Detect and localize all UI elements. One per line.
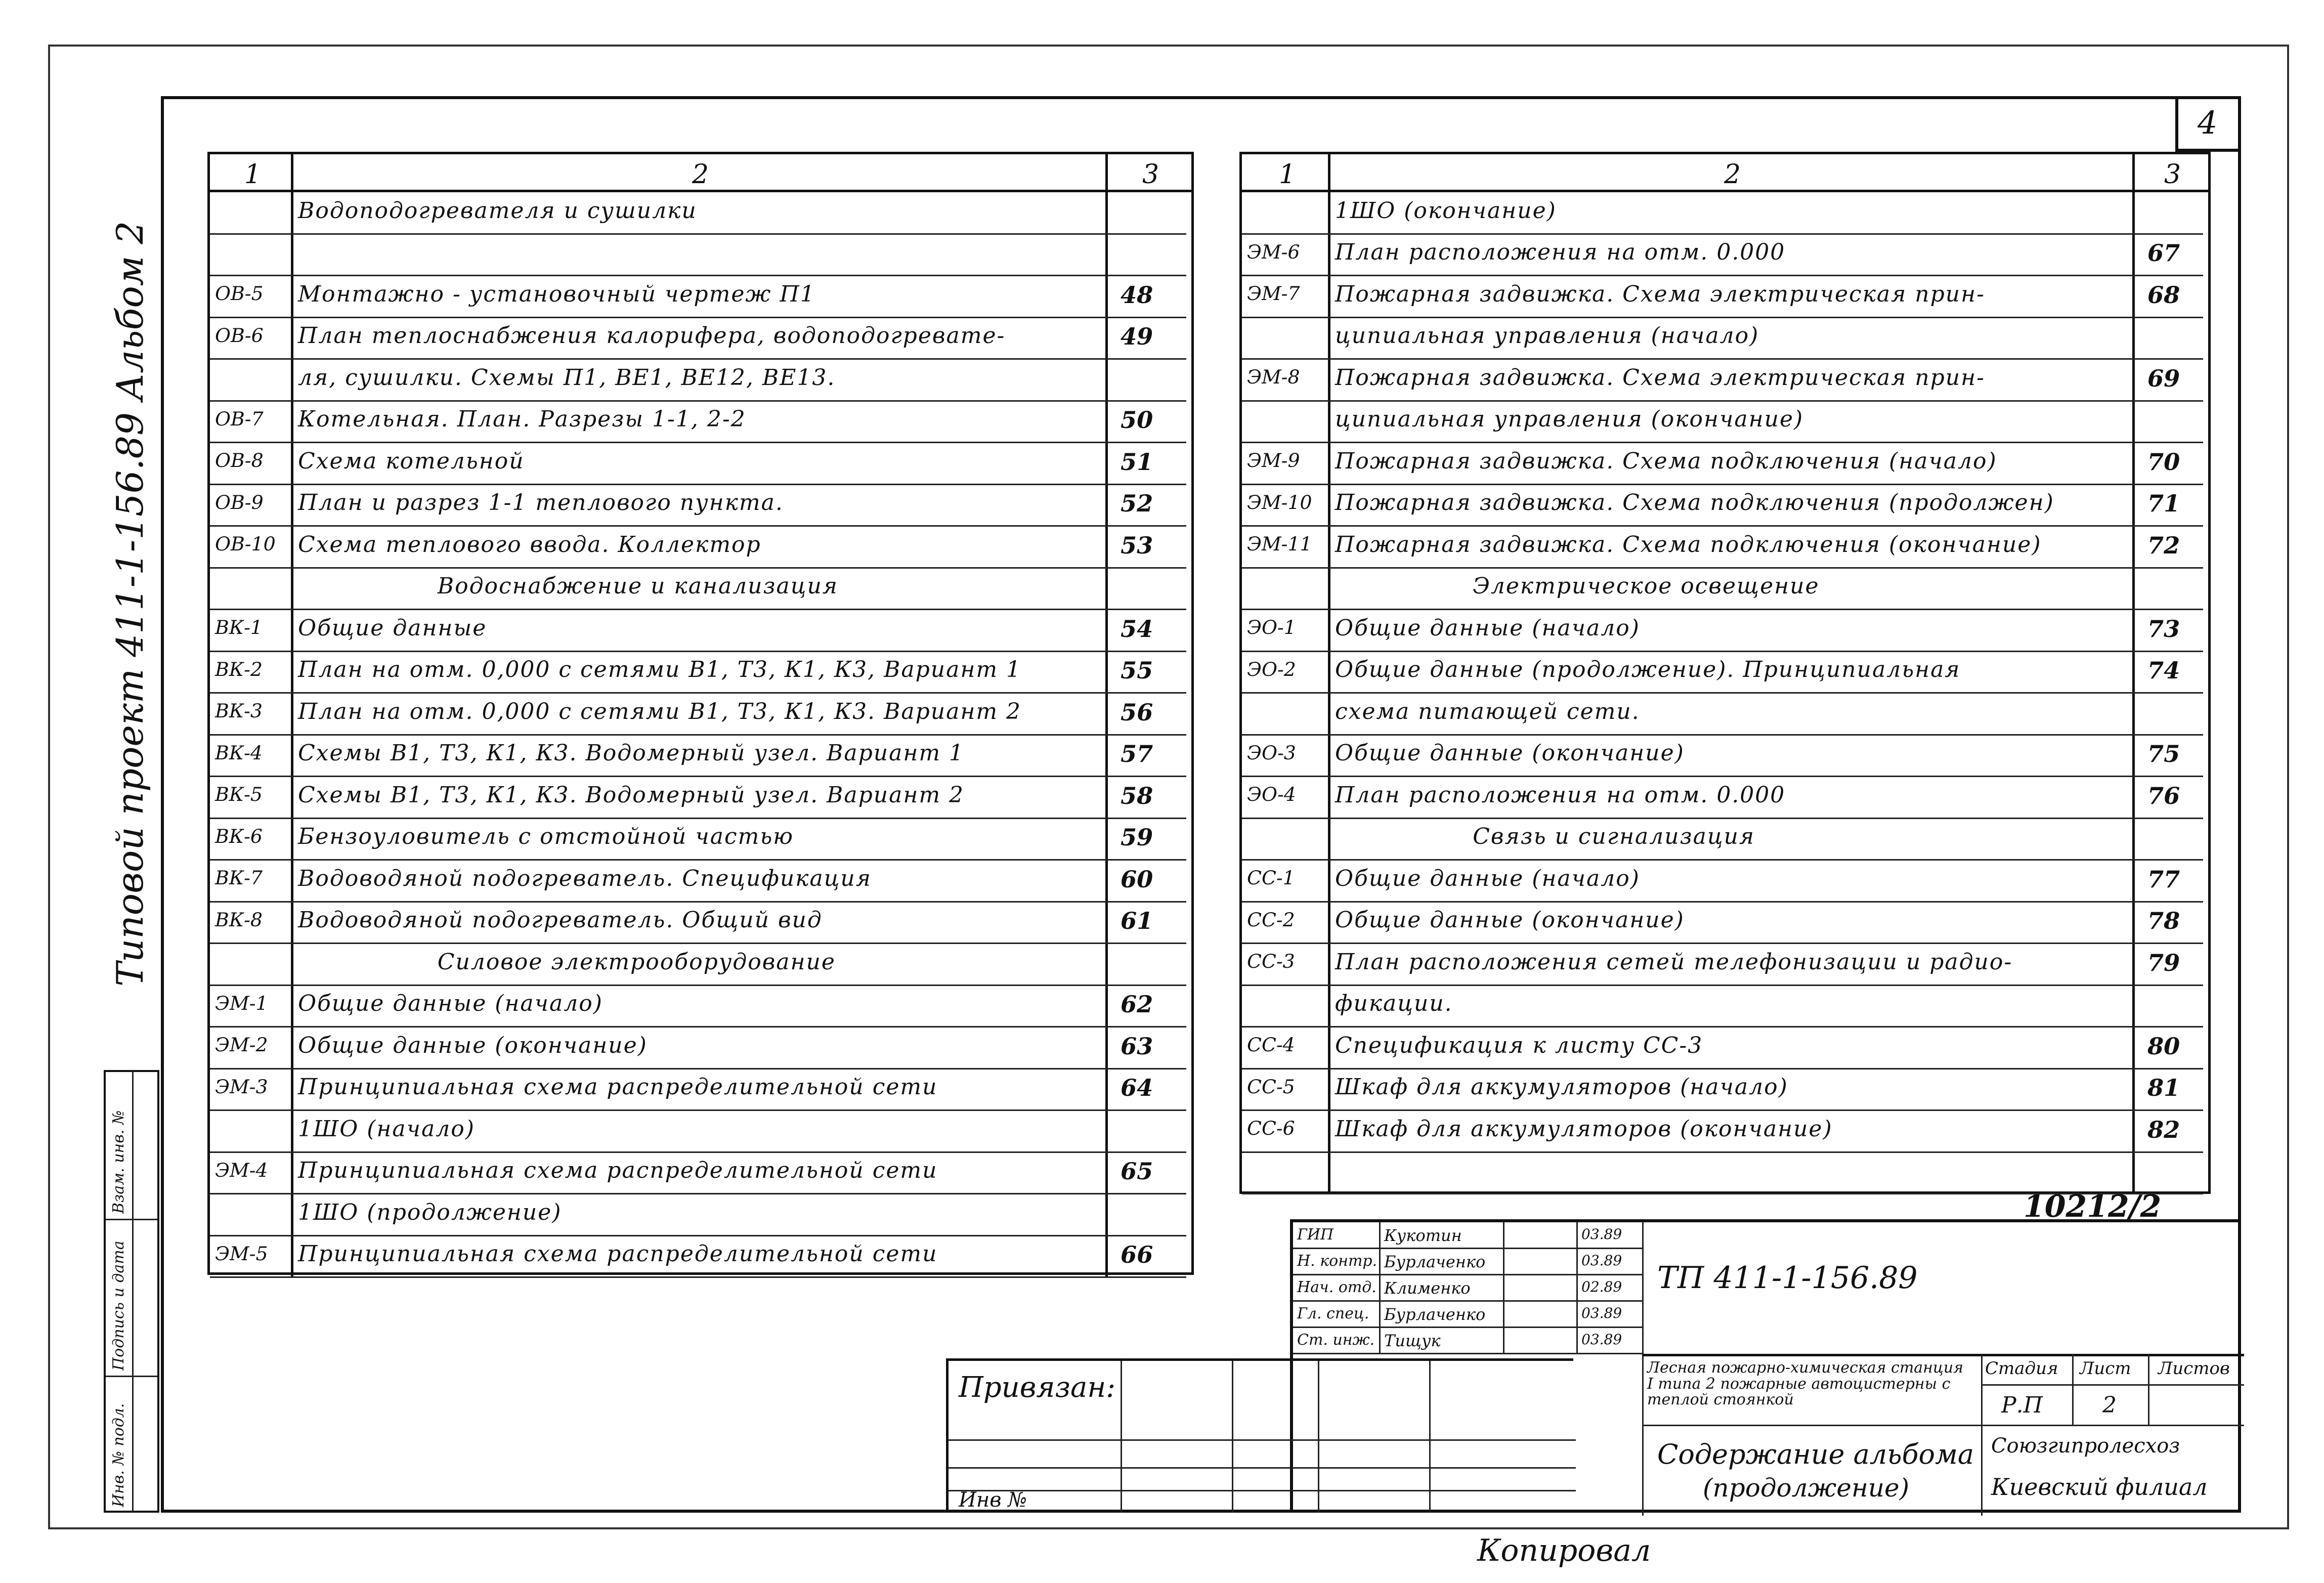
- row-page: 76: [2147, 782, 2180, 809]
- row-title: План на отм. 0,000 с сетями В1, Т3, К1, К3. Вариант 2: [298, 698, 1022, 724]
- signature-date: 03.89: [1581, 1252, 1622, 1269]
- row-code: ВК-7: [215, 867, 263, 889]
- section-heading-row: [210, 568, 1191, 610]
- table-row: [210, 443, 1191, 485]
- row-code: ЭМ-2: [215, 1034, 268, 1056]
- row-title: Шкаф для аккумуляторов (начало): [1335, 1074, 1788, 1100]
- signature-role: Нач. отд.: [1297, 1278, 1376, 1296]
- signature-role: Ст. инж.: [1297, 1331, 1375, 1349]
- row-page: 71: [2147, 490, 2180, 518]
- row-page: 51: [1121, 448, 1153, 476]
- table-row: [1242, 234, 2208, 276]
- row-page: 62: [1121, 991, 1153, 1018]
- row-title: Общие данные (окончание): [1335, 740, 1685, 766]
- row-page: 68: [2147, 281, 2180, 309]
- row-title: План расположения сетей телефонизации и радио-: [1335, 949, 2013, 975]
- copied-label: Копировал: [1477, 1533, 1651, 1568]
- row-code: ОВ-7: [215, 407, 264, 430]
- row-title: План на отм. 0,000 с сетями В1, Т3, К1, К3, Вариант 1: [298, 657, 1022, 683]
- row-title: План расположения на отм. 0.000: [1335, 782, 1786, 808]
- table-row: [210, 735, 1191, 777]
- row-title: Общие данные (начало): [1335, 615, 1640, 641]
- side-title: Типовой проект 411-1-156.89 Альбом 2: [109, 221, 151, 987]
- row-page: 67: [2147, 239, 2180, 267]
- row-code: СС-3: [1247, 950, 1295, 973]
- drawing-title-2: (продолжение): [1703, 1473, 1910, 1503]
- stage-label: Стадия: [1985, 1358, 2058, 1379]
- attached-block: [946, 1358, 1573, 1513]
- row-code: ЭО-4: [1247, 783, 1296, 806]
- row-code: ЭМ-6: [1247, 240, 1300, 263]
- signature-name: Кукотин: [1384, 1226, 1462, 1245]
- row-code: ОВ-6: [215, 324, 264, 347]
- row-title: Принципиальная схема распределительной сети: [298, 1158, 938, 1184]
- table-row: [210, 819, 1191, 861]
- row-page: 78: [2147, 907, 2180, 935]
- row-title: План теплоснабжения калорифера, водоподогревате-: [298, 323, 1006, 349]
- row-page: 64: [1121, 1074, 1153, 1102]
- row-page: 55: [1121, 657, 1153, 684]
- row-code: ОВ-9: [215, 491, 264, 514]
- drawing-title-1: Содержание альбома: [1657, 1438, 1974, 1470]
- row-title: Бензоуловитель с отстойной частью: [298, 824, 794, 850]
- stamp-sign-date: Подпись и дата: [110, 1240, 127, 1371]
- table-row: [1242, 443, 2208, 485]
- row-page: 48: [1121, 281, 1153, 309]
- row-page: 58: [1121, 782, 1153, 809]
- sheets-label: Листов: [2158, 1358, 2230, 1379]
- row-title: Принципиальная схема распределительной сети: [298, 1241, 938, 1267]
- row-title: Спецификация к листу СС-3: [1335, 1032, 1703, 1058]
- row-code: ЭО-1: [1247, 616, 1296, 639]
- table-row: [210, 610, 1191, 652]
- left-contents-table: [207, 152, 1194, 1275]
- organization-1: Союзгипролесхоз: [1991, 1434, 2180, 1458]
- signature-name: Бурлаченко: [1384, 1252, 1486, 1271]
- row-title: Водоводяной подогреватель. Спецификация: [298, 865, 872, 891]
- table-row: [210, 1152, 1191, 1194]
- table-row: [1242, 318, 2208, 360]
- object-name: Лесная пожарно-химическая станция I типа 2 пожарные автоцистерны с теплой стоянкой: [1647, 1359, 1964, 1408]
- table-row: [210, 192, 1191, 234]
- row-page: 74: [2147, 657, 2180, 684]
- section-title: Водоснабжение и канализация: [437, 573, 838, 600]
- row-code: ОВ-10: [215, 533, 276, 555]
- signature-row: [1293, 1301, 1642, 1328]
- header-cell: 3: [1142, 159, 1159, 190]
- project-code: ТП 411-1-156.89: [1657, 1260, 1918, 1296]
- row-title: Принципиальная схема распределительной сети: [298, 1074, 938, 1100]
- table-row: [1242, 610, 2208, 652]
- row-code: ВК-1: [215, 616, 263, 639]
- table-row: [210, 359, 1191, 401]
- table-row: [1242, 401, 2208, 443]
- table-row: [210, 1236, 1191, 1278]
- sheet-value: 2: [2102, 1392, 2117, 1418]
- row-code: СС-4: [1247, 1034, 1295, 1056]
- table-row: [210, 1194, 1191, 1236]
- table-row: [1242, 1110, 2208, 1152]
- row-title: Схемы В1, Т3, К1, К3. Водомерный узел. Вариант 2: [298, 782, 965, 808]
- row-code: ВК-2: [215, 658, 263, 680]
- row-page: 50: [1121, 406, 1153, 434]
- sheet-label: Лист: [2080, 1358, 2131, 1379]
- row-page: 59: [1121, 824, 1153, 851]
- row-page: 82: [2147, 1116, 2180, 1143]
- organization-2: Киевский филиал: [1991, 1473, 2208, 1501]
- table-row: [1242, 1152, 2208, 1194]
- row-title: 1ШО (окончание): [1335, 197, 1557, 224]
- row-title: фикации.: [1335, 991, 1453, 1017]
- row-title: Водоводяной подогреватель. Общий вид: [298, 907, 823, 933]
- row-code: ВК-6: [215, 825, 263, 847]
- row-title: Общие данные (окончание): [1335, 907, 1685, 933]
- inv-label: Инв №: [959, 1488, 1027, 1512]
- stage-value: Р.П: [2001, 1392, 2043, 1418]
- row-title: Схема теплового ввода. Коллектор: [298, 531, 761, 558]
- table-row: [1242, 359, 2208, 401]
- table-row: [1242, 777, 2208, 819]
- row-code: ЭО-2: [1247, 658, 1296, 680]
- sheet-number: 4: [2198, 104, 2218, 141]
- table-row: [210, 777, 1191, 819]
- row-page: 61: [1121, 907, 1153, 935]
- right-contents-table: [1239, 152, 2211, 1194]
- row-code: ВК-3: [215, 700, 263, 722]
- section-heading-row: [1242, 819, 2208, 861]
- row-page: 65: [1121, 1158, 1153, 1185]
- signature-name: Клименко: [1384, 1278, 1471, 1298]
- row-page: 66: [1121, 1241, 1153, 1269]
- section-title: Силовое электрооборудование: [437, 949, 836, 975]
- row-page: 63: [1121, 1032, 1153, 1060]
- table-row: [1242, 485, 2208, 527]
- signature-role: Гл. спец.: [1297, 1305, 1369, 1322]
- header-cell: 1: [244, 159, 262, 190]
- row-title: Общие данные: [298, 615, 487, 641]
- row-title: 1ШО (продолжение): [298, 1199, 562, 1225]
- row-page: 69: [2147, 364, 2180, 392]
- signature-row: [1293, 1275, 1642, 1301]
- row-title: Схемы В1, Т3, К1, К3. Водомерный узел. Вариант 1: [298, 740, 965, 766]
- section-title: Электрическое освещение: [1473, 573, 1820, 600]
- section-heading-row: [210, 944, 1191, 986]
- table-row: [1242, 986, 2208, 1028]
- row-page: 53: [1121, 531, 1153, 559]
- row-title: схема питающей сети.: [1335, 698, 1640, 724]
- table-row: [1242, 192, 2208, 234]
- signature-row: [1293, 1222, 1642, 1249]
- row-title: Общие данные (начало): [298, 991, 603, 1017]
- table-row: [1242, 1069, 2208, 1111]
- row-code: ЭМ-5: [215, 1242, 268, 1265]
- row-title: Пожарная задвижка. Схема электрическая прин-: [1335, 281, 1985, 307]
- table-row: [1242, 693, 2208, 735]
- table-row: [210, 485, 1191, 527]
- table-row: [210, 652, 1191, 694]
- table-row: [210, 986, 1191, 1028]
- table-row: [210, 526, 1191, 568]
- signature-date: 02.89: [1581, 1278, 1622, 1295]
- row-page: 81: [2147, 1074, 2180, 1102]
- row-code: ЭО-3: [1247, 741, 1296, 764]
- row-page: 52: [1121, 490, 1153, 518]
- table-row: [210, 234, 1191, 276]
- stamp-inv-orig: Инв. № подл.: [110, 1403, 127, 1507]
- row-code: ВК-8: [215, 908, 263, 931]
- row-page: 77: [2147, 865, 2180, 893]
- row-title: Схема котельной: [298, 448, 525, 474]
- row-title: План и разрез 1-1 теплового пункта.: [298, 490, 784, 516]
- signature-date: 03.89: [1581, 1226, 1622, 1243]
- row-title: Общие данные (продолжение). Принципиальная: [1335, 657, 1961, 683]
- row-code: ЭМ-4: [215, 1159, 268, 1181]
- row-page: 79: [2147, 949, 2180, 976]
- row-title: Пожарная задвижка. Схема подключения (начало): [1335, 448, 1997, 474]
- row-page: 57: [1121, 740, 1153, 768]
- table-row: [1242, 526, 2208, 568]
- table-row: [210, 401, 1191, 443]
- row-title: Общие данные (окончание): [298, 1032, 648, 1058]
- stamp-column: [104, 1070, 159, 1513]
- row-title: ля, сушилки. Схемы П1, ВЕ1, ВЕ12, ВЕ13.: [298, 364, 836, 391]
- row-page: 73: [2147, 615, 2180, 643]
- row-code: СС-2: [1247, 908, 1295, 931]
- table-row: [210, 1110, 1191, 1152]
- signature-name: Тищук: [1384, 1331, 1441, 1350]
- row-code: ЭМ-10: [1247, 491, 1312, 514]
- table-row: [1242, 276, 2208, 318]
- row-title: ципиальная управления (окончание): [1335, 406, 1804, 433]
- row-code: ЭМ-3: [215, 1075, 268, 1098]
- header-cell: 2: [692, 159, 709, 190]
- signature-date: 03.89: [1581, 1331, 1622, 1348]
- signature-row: [1293, 1249, 1642, 1275]
- header-cell: 1: [1279, 159, 1296, 190]
- row-page: 80: [2147, 1032, 2180, 1060]
- section-title: Связь и сигнализация: [1473, 824, 1755, 850]
- row-title: ципиальная управления (начало): [1335, 323, 1759, 349]
- stamp-replaced-inv: Взам. инв. №: [110, 1110, 127, 1214]
- row-title: Пожарная задвижка. Схема электрическая прин-: [1335, 364, 1985, 391]
- table-row: [210, 318, 1191, 360]
- table-row: [210, 1027, 1191, 1069]
- row-title: Пожарная задвижка. Схема подключения (продолжен): [1335, 490, 2054, 516]
- signature-grid: [1293, 1222, 1642, 1354]
- row-code: ОВ-5: [215, 282, 264, 305]
- row-code: ВК-5: [215, 783, 263, 806]
- row-title: Монтажно - установочный чертеж П1: [298, 281, 815, 307]
- row-page: 60: [1121, 865, 1153, 893]
- row-page: 70: [2147, 448, 2180, 476]
- row-title: Общие данные (начало): [1335, 865, 1640, 891]
- row-code: СС-1: [1247, 867, 1295, 889]
- row-page: 75: [2147, 740, 2180, 768]
- table-header: [210, 154, 1191, 192]
- row-code: СС-6: [1247, 1117, 1295, 1140]
- section-heading-row: [1242, 568, 2208, 610]
- table-row: [1242, 860, 2208, 902]
- row-title: Шкаф для аккумуляторов (окончание): [1335, 1116, 1833, 1142]
- table-row: [1242, 944, 2208, 986]
- row-title: Водоподогревателя и сушилки: [298, 197, 697, 224]
- table-row: [210, 902, 1191, 944]
- row-code: ЭМ-7: [1247, 282, 1300, 305]
- row-title: 1ШО (начало): [298, 1116, 475, 1142]
- row-page: 56: [1121, 698, 1153, 726]
- row-page: 72: [2147, 531, 2180, 559]
- row-code: ЭМ-9: [1247, 449, 1300, 472]
- signature-role: Н. контр.: [1297, 1252, 1378, 1270]
- signature-role: ГИП: [1297, 1226, 1334, 1244]
- table-row: [1242, 652, 2208, 694]
- table-row: [1242, 902, 2208, 944]
- row-page: 54: [1121, 615, 1153, 643]
- row-code: ЭМ-8: [1247, 366, 1300, 389]
- table-header: [1242, 154, 2208, 192]
- row-title: Котельная. План. Разрезы 1-1, 2-2: [298, 406, 746, 433]
- signature-date: 03.89: [1581, 1305, 1622, 1321]
- sheet-number-box: [2175, 96, 2241, 152]
- row-page: 49: [1121, 323, 1153, 351]
- header-cell: 2: [1724, 159, 1741, 190]
- table-row: [1242, 735, 2208, 777]
- row-code: ЭМ-1: [215, 992, 268, 1014]
- table-row: [210, 276, 1191, 318]
- row-title: Пожарная задвижка. Схема подключения (окончание): [1335, 531, 2042, 558]
- header-cell: 3: [2164, 159, 2181, 190]
- table-row: [210, 860, 1191, 902]
- signature-row: [1293, 1328, 1642, 1354]
- row-code: ЭМ-11: [1247, 533, 1312, 555]
- table-row: [210, 693, 1191, 735]
- row-code: СС-5: [1247, 1075, 1295, 1098]
- inventory-number: 10212/2: [2024, 1189, 2162, 1224]
- table-row: [1242, 1027, 2208, 1069]
- attached-label: Привязан:: [959, 1371, 1116, 1404]
- table-row: [210, 1069, 1191, 1111]
- row-code: ОВ-8: [215, 449, 264, 472]
- signature-name: Бурлаченко: [1384, 1305, 1486, 1324]
- row-code: ВК-4: [215, 741, 263, 764]
- row-title: План расположения на отм. 0.000: [1335, 239, 1786, 266]
